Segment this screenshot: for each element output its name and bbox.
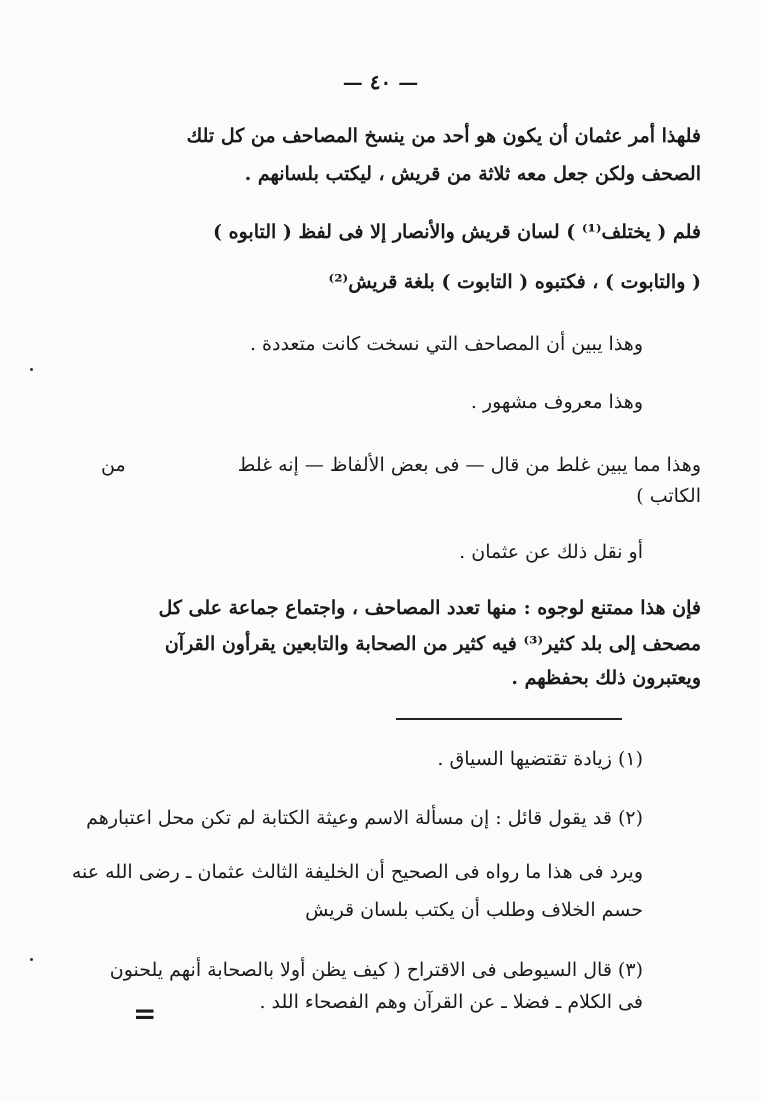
paragraph-7-line-2: مصحف إلى بلد كثير⁽³⁾ فيه كثير من الصحابة والتابعين يقرأون القرآن [164,633,701,655]
footnote-2-line-2: ويرد فى هذا ما رواه فى الصحيح أن الخليفة الثالث عثمان ـ رضى الله عنه [71,861,643,883]
paragraph-1-line-1: فلهذا أمر عثمان أن يكون هو أحد من ينسخ المصاحف من كل تلك [186,125,701,147]
scan-speck [30,368,33,371]
footnote-divider [396,718,622,720]
paragraph-2-line-2: ( والتابوت ) ، فكتبوه ( التابوت ) بلغة قريش⁽²⁾ [328,271,701,293]
paragraph-5-line-1-text: وهذا مما يبين غلط من قال — فى بعض الألفاظ — إنه غلط [237,454,701,476]
footnote-2-line-1: (٢) قد يقول قائل : إن مسألة الاسم وعيثة الكتابة لم تكن محل اعتبارهم [86,807,643,829]
paragraph-5-line-1 [101,451,701,479]
paragraph-1-line-2: الصحف ولكن جعل معه ثلاثة من قريش ، ليكتب بلسانهم . [244,163,701,185]
footnote-2-line-3: حسم الخلاف وطلب أن يكتب بلسان قريش [305,899,643,921]
paragraph-5-line-2: الكاتب ) [636,485,701,507]
footnote-1: (١) زيادة تقتضيها السياق . [437,748,643,770]
paragraph-7-line-3: ويعتبرون ذلك بحفظهم . [511,667,701,689]
equals-mark: = [133,997,157,1030]
footnote-3-line-2: فى الكلام ـ فضلا ـ عن القرآن وهم الفصحاء اللد . [259,991,643,1013]
paragraph-4: وهذا معروف مشهور . [470,391,643,413]
paragraph-6: أو نقل ذلك عن عثمان . [459,541,643,563]
footnote-3-line-1: (٣) قال السيوطى فى الاقتراح ( كيف يظن أولا بالصحابة أنهم يلحنون [109,959,643,981]
paragraph-5-line-1-end: من [101,454,126,476]
paragraph-3: وهذا يبين أن المصاحف التي نسخت كانت متعددة . [249,333,643,355]
paragraph-2-line-1: فلم ( يختلف⁽¹⁾ ) لسان قريش والأنصار إلا فى لفظ ( التابوه ) [213,221,701,243]
page-number: — ٤٠ — [342,70,419,94]
paragraph-7-line-1: فإن هذا ممتنع لوجوه : منها تعدد المصاحف ، واجتماع جماعة على كل [158,597,701,619]
scan-speck [30,958,33,961]
